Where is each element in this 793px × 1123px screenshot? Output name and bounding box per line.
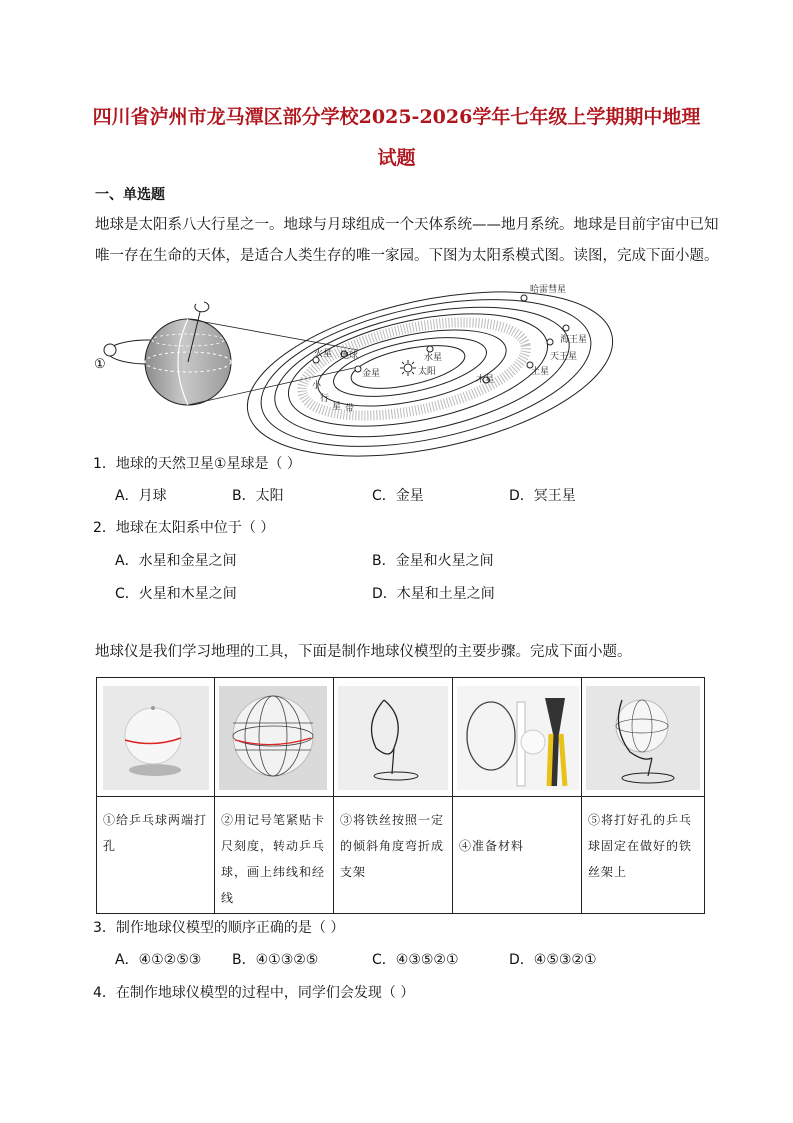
intro-paragraph-2: [95, 637, 632, 668]
q3-option-c[interactable]: C．④③⑤②①: [372, 952, 459, 968]
label-mercury: 水星: [424, 353, 443, 363]
step4-photo: [453, 678, 581, 796]
question-3-stem: 3．制作地球仪模型的顺序正确的是（ ）: [93, 920, 345, 936]
step5-photo: [582, 678, 704, 796]
label-mars: 火星: [314, 349, 333, 359]
step2-caption: ②用记号笔紧贴卡尺刻度，转动乒乓球，画上纬线和经线: [221, 813, 326, 905]
q2-option-d[interactable]: D．木星和土星之间: [372, 586, 495, 602]
q3-option-d[interactable]: D．④⑤③②①: [509, 952, 597, 968]
moon-marker: ①: [94, 357, 106, 372]
globe-steps-table: [96, 677, 705, 914]
mercury-dot: [427, 346, 433, 352]
q1-option-c[interactable]: C．金星: [372, 488, 424, 504]
step5-caption: ⑤将打好孔的乒乓球固定在做好的铁丝架上: [588, 813, 693, 879]
label-venus: 金星: [362, 369, 381, 379]
label-sun: 太阳: [418, 367, 437, 377]
uranus-dot: [547, 339, 553, 345]
q1-option-d[interactable]: D．冥王星: [509, 488, 576, 504]
step4-caption: ④准备材料: [459, 839, 525, 853]
intro-line: 唯一存在生命的天体，是适合人类生存的唯一家园。下图为太阳系模式图。读图，完成下面小题。: [95, 248, 719, 264]
intro-line: 地球仪是我们学习地理的工具，下面是制作地球仪模型的主要步骤。完成下面小题。: [95, 644, 632, 660]
label-jupiter: 木星: [476, 375, 495, 385]
pinhole-icon: [151, 706, 155, 710]
asteroid-belt: [294, 305, 534, 433]
question-4-stem: 4．在制作地球仪模型的过程中，同学们会发现（ ）: [93, 985, 415, 1001]
q1-option-b[interactable]: B．太阳: [232, 488, 284, 504]
label-belt-4: 带: [345, 404, 355, 414]
solar-system-diagram: [88, 285, 608, 442]
label-uranus: 天王星: [550, 352, 578, 362]
q2-option-b[interactable]: B．金星和火星之间: [372, 553, 494, 569]
label-belt-1: 小: [312, 381, 322, 391]
intro-line: 地球是太阳系八大行星之一。地球与月球组成一个天体系统——地月系统。地球是目前宇宙中已知: [95, 217, 719, 233]
intro-paragraph-1: [95, 210, 719, 272]
question-1-stem: 1．地球的天然卫星①星球是（ ）: [93, 456, 301, 472]
neptune-dot: [563, 325, 569, 331]
halley-comet-dot: [521, 295, 527, 301]
venus-dot: [355, 366, 361, 372]
label-belt-2: 行: [320, 394, 330, 404]
label-belt-3: 星: [332, 402, 342, 412]
q2-option-a[interactable]: A．水星和金星之间: [115, 553, 237, 569]
step2-photo: [215, 678, 333, 796]
question-2-stem: 2．地球在太阳系中位于（ ）: [93, 520, 275, 536]
page-title-line2: 试题: [377, 147, 416, 169]
step3-photo: [334, 678, 452, 796]
rotation-arrow-icon: [195, 302, 209, 312]
q3-option-b[interactable]: B．④①③②⑤: [232, 952, 319, 968]
step3-caption: ③将铁丝按照一定的倾斜角度弯折成支架: [340, 813, 445, 879]
label-saturn: 土星: [531, 367, 550, 377]
moon: [104, 344, 116, 356]
label-earth: 地球: [340, 351, 359, 361]
step1-photo: [97, 678, 214, 796]
sun-icon: [400, 360, 416, 376]
q1-option-a[interactable]: A．月球: [115, 488, 167, 504]
page-title-line1: 四川省泸州市龙马潭区部分学校2025-2026学年七年级上学期期中地理: [92, 106, 701, 128]
label-neptune: 海王星: [560, 335, 588, 345]
q3-option-a[interactable]: A．④①②⑤③: [115, 952, 202, 968]
step1-caption: ①给乒乓球两端打孔: [103, 813, 208, 853]
q2-option-c[interactable]: C．火星和木星之间: [115, 586, 237, 602]
section-heading-single-choice: 一、单选题: [95, 187, 165, 203]
label-halley: 哈雷彗星: [530, 285, 567, 295]
